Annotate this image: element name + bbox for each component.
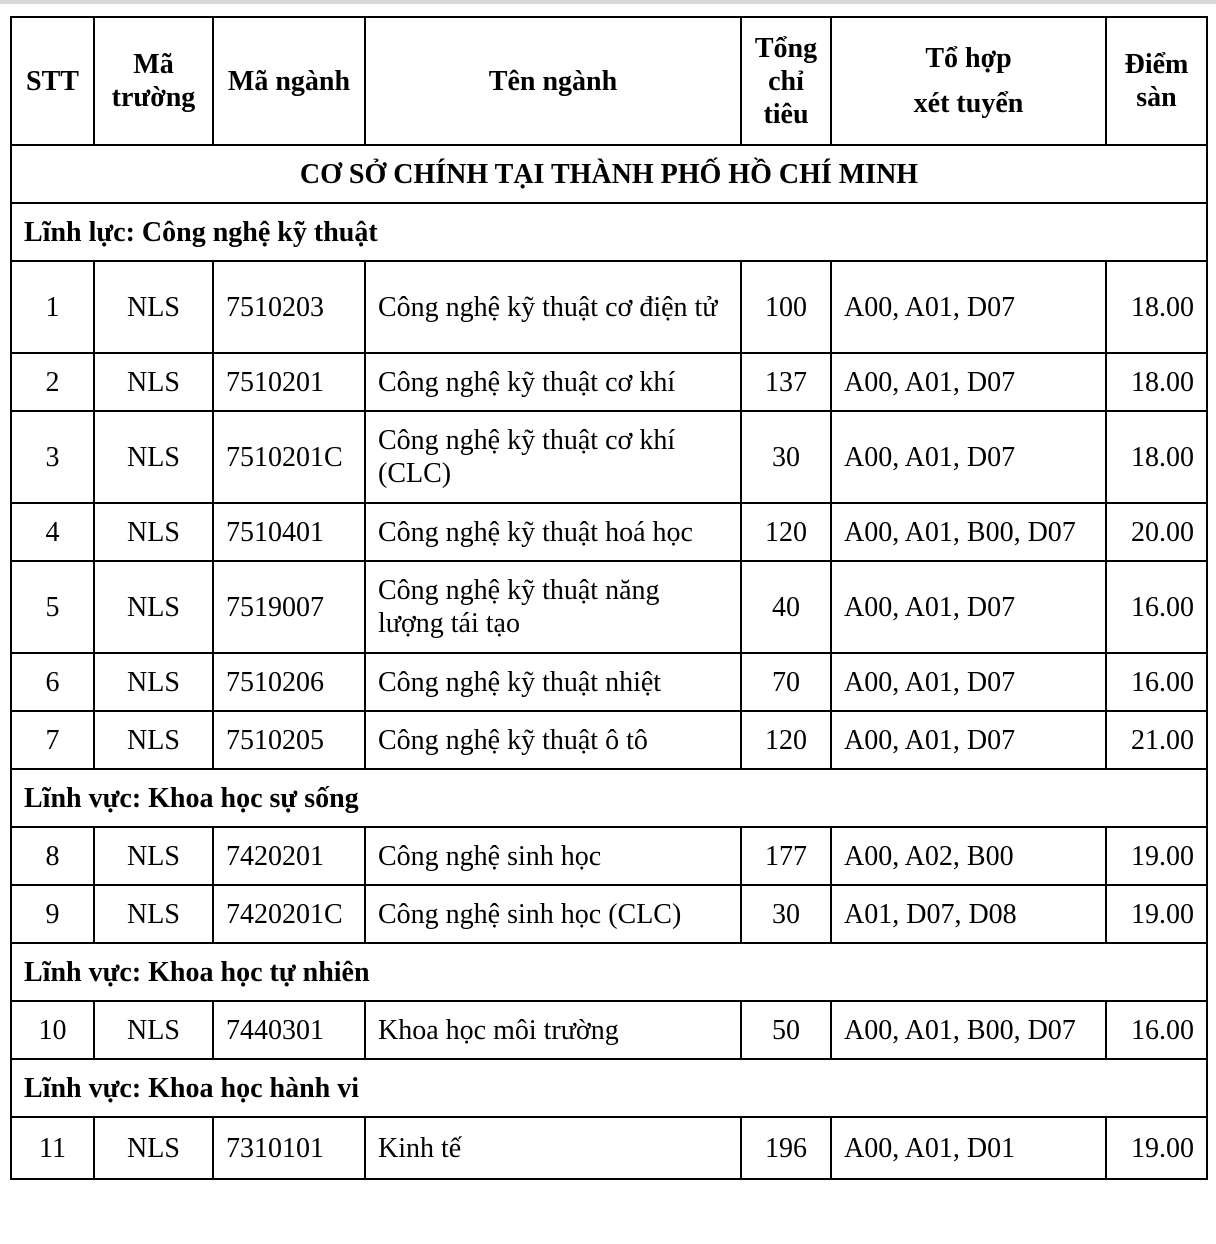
- cell-diem-san: 20.00: [1106, 503, 1207, 561]
- field-row: [11, 943, 1207, 1001]
- table-row: [11, 711, 1207, 769]
- cell-ma-nganh: 7510401: [213, 503, 365, 561]
- cell-ma-nganh: 7440301: [213, 1001, 365, 1059]
- cell-chi-tieu: 177: [741, 827, 831, 885]
- cell-to-hop: A00, A01, D07: [831, 561, 1106, 653]
- cell-to-hop: A00, A01, B00, D07: [831, 1001, 1106, 1059]
- cell-chi-tieu: 30: [741, 411, 831, 503]
- cell-ten-nganh: Công nghệ kỹ thuật hoá học: [365, 503, 741, 561]
- header-to-hop-line: Tổ hợp: [925, 43, 1012, 74]
- table-row: [11, 561, 1207, 653]
- cell-ma-truong: NLS: [94, 503, 213, 561]
- table-body: [11, 145, 1207, 1179]
- table-row: [11, 411, 1207, 503]
- cell-to-hop: A00, A01, D07: [831, 653, 1106, 711]
- cell-stt: 1: [11, 261, 94, 353]
- cell-stt: 10: [11, 1001, 94, 1059]
- cell-chi-tieu: 137: [741, 353, 831, 411]
- cell-ma-nganh: 7510201: [213, 353, 365, 411]
- admission-table: [10, 16, 1208, 1180]
- cell-ten-nganh: Kinh tế: [365, 1117, 741, 1179]
- table-row: [11, 827, 1207, 885]
- section-row: [11, 145, 1207, 203]
- cell-diem-san: 18.00: [1106, 261, 1207, 353]
- cell-diem-san: 19.00: [1106, 1117, 1207, 1179]
- header-diem-san-line: sàn: [1136, 82, 1177, 113]
- header-ma-truong-line: Mã: [133, 49, 174, 80]
- field-label: Lĩnh vực: Khoa học tự nhiên: [11, 943, 1207, 1001]
- cell-chi-tieu: 120: [741, 503, 831, 561]
- cell-ma-nganh: 7510205: [213, 711, 365, 769]
- cell-stt: 2: [11, 353, 94, 411]
- header-diem-san-line: Điểm: [1124, 49, 1189, 80]
- header-ma-truong-line: trường: [111, 82, 196, 113]
- cell-to-hop: A00, A02, B00: [831, 827, 1106, 885]
- cell-chi-tieu: 50: [741, 1001, 831, 1059]
- table-row: [11, 1001, 1207, 1059]
- table-row: [11, 261, 1207, 353]
- cell-to-hop: A00, A01, D07: [831, 261, 1106, 353]
- cell-ma-truong: NLS: [94, 1001, 213, 1059]
- cell-stt: 11: [11, 1117, 94, 1179]
- cell-to-hop: A00, A01, D07: [831, 411, 1106, 503]
- cell-ten-nganh: Công nghệ kỹ thuật năng lượng tái tạo: [365, 561, 741, 653]
- cell-ten-nganh: Công nghệ kỹ thuật cơ khí: [365, 353, 741, 411]
- cell-ten-nganh: Khoa học môi trường: [365, 1001, 741, 1059]
- field-label: Lĩnh lực: Công nghệ kỹ thuật: [11, 203, 1207, 261]
- cell-ma-truong: NLS: [94, 653, 213, 711]
- cell-to-hop: A00, A01, D01: [831, 1117, 1106, 1179]
- cell-chi-tieu: 70: [741, 653, 831, 711]
- table-row: [11, 353, 1207, 411]
- field-row: [11, 1059, 1207, 1117]
- table-header-row: [11, 17, 1207, 145]
- cell-ten-nganh: Công nghệ sinh học (CLC): [365, 885, 741, 943]
- cell-ma-nganh: 7420201: [213, 827, 365, 885]
- cell-chi-tieu: 40: [741, 561, 831, 653]
- cell-chi-tieu: 30: [741, 885, 831, 943]
- cell-chi-tieu: 120: [741, 711, 831, 769]
- header-stt: STT: [11, 17, 94, 145]
- header-to-hop: [831, 17, 1106, 145]
- cell-to-hop: A01, D07, D08: [831, 885, 1106, 943]
- cell-stt: 9: [11, 885, 94, 943]
- cell-ma-truong: NLS: [94, 561, 213, 653]
- cell-chi-tieu: 196: [741, 1117, 831, 1179]
- cell-diem-san: 16.00: [1106, 561, 1207, 653]
- cell-diem-san: 19.00: [1106, 885, 1207, 943]
- cell-ten-nganh: Công nghệ kỹ thuật nhiệt: [365, 653, 741, 711]
- cell-ma-nganh: 7310101: [213, 1117, 365, 1179]
- cell-to-hop: A00, A01, D07: [831, 711, 1106, 769]
- cell-stt: 8: [11, 827, 94, 885]
- cell-ma-truong: NLS: [94, 885, 213, 943]
- cell-ma-nganh: 7510201C: [213, 411, 365, 503]
- page-top-edge: [0, 0, 1216, 4]
- table-row: [11, 503, 1207, 561]
- cell-stt: 6: [11, 653, 94, 711]
- header-ten-nganh: Tên ngành: [365, 17, 741, 145]
- header-ma-nganh: Mã ngành: [213, 17, 365, 145]
- field-row: [11, 203, 1207, 261]
- header-chi-tieu: [741, 17, 831, 145]
- cell-ten-nganh: Công nghệ kỹ thuật ô tô: [365, 711, 741, 769]
- section-title: CƠ SỞ CHÍNH TẠI THÀNH PHỐ HỒ CHÍ MINH: [11, 145, 1207, 203]
- header-ma-truong: [94, 17, 213, 145]
- cell-ma-truong: NLS: [94, 411, 213, 503]
- field-label: Lĩnh vực: Khoa học hành vi: [11, 1059, 1207, 1117]
- cell-ma-truong: NLS: [94, 353, 213, 411]
- field-row: [11, 769, 1207, 827]
- header-chi-tieu-line: chỉ: [768, 65, 804, 97]
- cell-diem-san: 18.00: [1106, 353, 1207, 411]
- cell-ma-truong: NLS: [94, 711, 213, 769]
- cell-diem-san: 19.00: [1106, 827, 1207, 885]
- table-row: [11, 653, 1207, 711]
- header-to-hop-line: xét tuyển: [913, 88, 1024, 119]
- field-label: Lĩnh vực: Khoa học sự sống: [11, 769, 1207, 827]
- cell-ma-nganh: 7519007: [213, 561, 365, 653]
- cell-chi-tieu: 100: [741, 261, 831, 353]
- header-chi-tieu-line: tiêu: [763, 98, 809, 130]
- table-row: [11, 1117, 1207, 1179]
- cell-to-hop: A00, A01, D07: [831, 353, 1106, 411]
- cell-ten-nganh: Công nghệ sinh học: [365, 827, 741, 885]
- cell-diem-san: 21.00: [1106, 711, 1207, 769]
- cell-stt: 4: [11, 503, 94, 561]
- cell-ten-nganh: Công nghệ kỹ thuật cơ điện tử: [365, 261, 741, 353]
- table-row: [11, 885, 1207, 943]
- cell-ten-nganh: Công nghệ kỹ thuật cơ khí (CLC): [365, 411, 741, 503]
- cell-stt: 3: [11, 411, 94, 503]
- header-diem-san: [1106, 17, 1207, 145]
- cell-to-hop: A00, A01, B00, D07: [831, 503, 1106, 561]
- cell-ma-truong: NLS: [94, 261, 213, 353]
- header-chi-tieu-line: Tổng: [754, 32, 818, 64]
- cell-diem-san: 18.00: [1106, 411, 1207, 503]
- cell-ma-nganh: 7420201C: [213, 885, 365, 943]
- cell-ma-truong: NLS: [94, 827, 213, 885]
- cell-ma-truong: NLS: [94, 1117, 213, 1179]
- cell-diem-san: 16.00: [1106, 653, 1207, 711]
- cell-stt: 7: [11, 711, 94, 769]
- cell-stt: 5: [11, 561, 94, 653]
- cell-diem-san: 16.00: [1106, 1001, 1207, 1059]
- cell-ma-nganh: 7510206: [213, 653, 365, 711]
- cell-ma-nganh: 7510203: [213, 261, 365, 353]
